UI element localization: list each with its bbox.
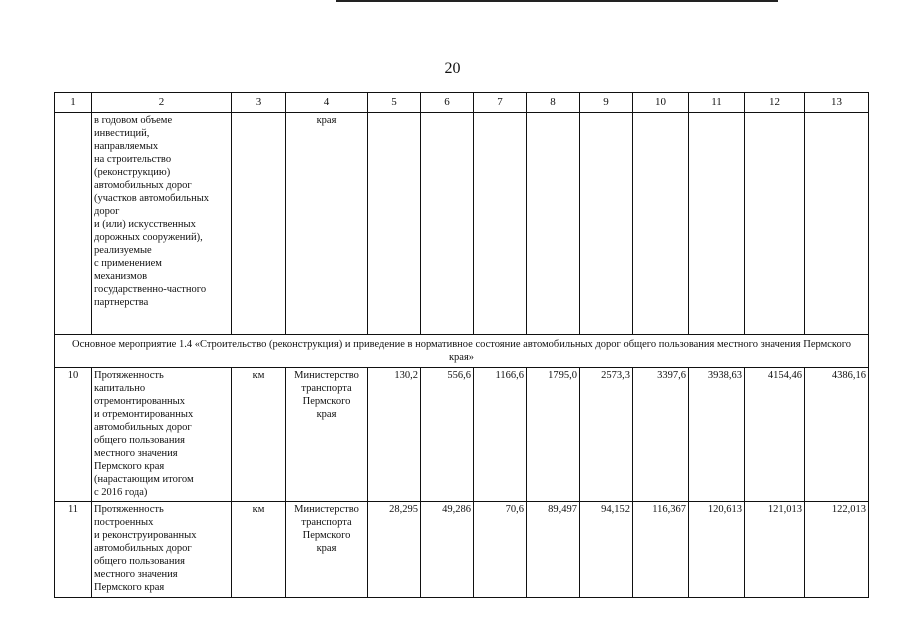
header-cell: 7 [474,93,527,113]
section-row [55,335,869,368]
unit-cell: км [232,368,286,502]
table-row [55,502,869,598]
responsible-cell: Министерство транспорта Пермского края [294,504,359,554]
value-cell: 1166,6 [474,368,527,502]
value-cell [745,113,805,335]
indicator-name: Протяженность капитально отремонтированных и отремонтированных автомобильных дорог общего пользования местного значения Пермского края (нарастающим итогом с 2016 года) [94,370,194,498]
value-cell: 49,286 [421,502,474,598]
header-cell: 10 [633,93,689,113]
header-cell: 3 [232,93,286,113]
row-number [55,113,92,335]
value-cell: 3397,6 [633,368,689,502]
responsible-cell: Министерство транспорта Пермского края [294,370,359,420]
header-cell: 11 [689,93,745,113]
value-cell [580,113,633,335]
row-number: 11 [55,502,92,598]
header-cell: 5 [368,93,421,113]
value-cell: 4154,46 [745,368,805,502]
header-row [55,93,869,113]
value-cell [474,113,527,335]
header-cell: 12 [745,93,805,113]
row-number: 10 [55,368,92,502]
value-cell: 1795,0 [527,368,580,502]
value-cell: 121,013 [745,502,805,598]
header-cell: 9 [580,93,633,113]
indicator-name: в годовом объеме инвестиций, направляемых на строительство (реконструкцию) автомобильных дорог (участков автомобильных дорог и (или) искусственных дорожных сооружений), реализуемые с применением механизмов государственно-частного партнерства [94,115,210,308]
section-title: Основное мероприятие 1.4 «Строительство (реконструкция) и приведение в нормативное состояние автомобильных дорог общего пользования местного значения Пермского края» [55,335,869,368]
responsible-cell: края [316,115,337,126]
indicators-table [54,92,869,598]
header-cell: 8 [527,93,580,113]
value-cell [368,113,421,335]
value-cell: 89,497 [527,502,580,598]
value-cell: 94,152 [580,502,633,598]
value-cell: 556,6 [421,368,474,502]
value-cell [633,113,689,335]
value-cell: 4386,16 [805,368,869,502]
value-cell: 28,295 [368,502,421,598]
page-number: 20 [444,60,461,77]
value-cell [421,113,474,335]
unit-cell [232,113,286,335]
value-cell [805,113,869,335]
unit-cell: км [232,502,286,598]
value-cell: 70,6 [474,502,527,598]
continuation-row [55,113,869,335]
header-cell: 13 [805,93,869,113]
value-cell: 3938,63 [689,368,745,502]
value-cell: 116,367 [633,502,689,598]
value-cell: 122,013 [805,502,869,598]
header-cell: 1 [55,93,92,113]
value-cell: 120,613 [689,502,745,598]
value-cell [527,113,580,335]
indicator-name: Протяженность построенных и реконструированных автомобильных дорог общего пользования местного значения Пермского края [94,504,197,593]
header-cell: 6 [421,93,474,113]
top-rule [336,0,778,2]
value-cell [689,113,745,335]
header-cell: 2 [92,93,232,113]
header-cell: 4 [286,93,368,113]
value-cell: 2573,3 [580,368,633,502]
value-cell: 130,2 [368,368,421,502]
table-row [55,368,869,502]
